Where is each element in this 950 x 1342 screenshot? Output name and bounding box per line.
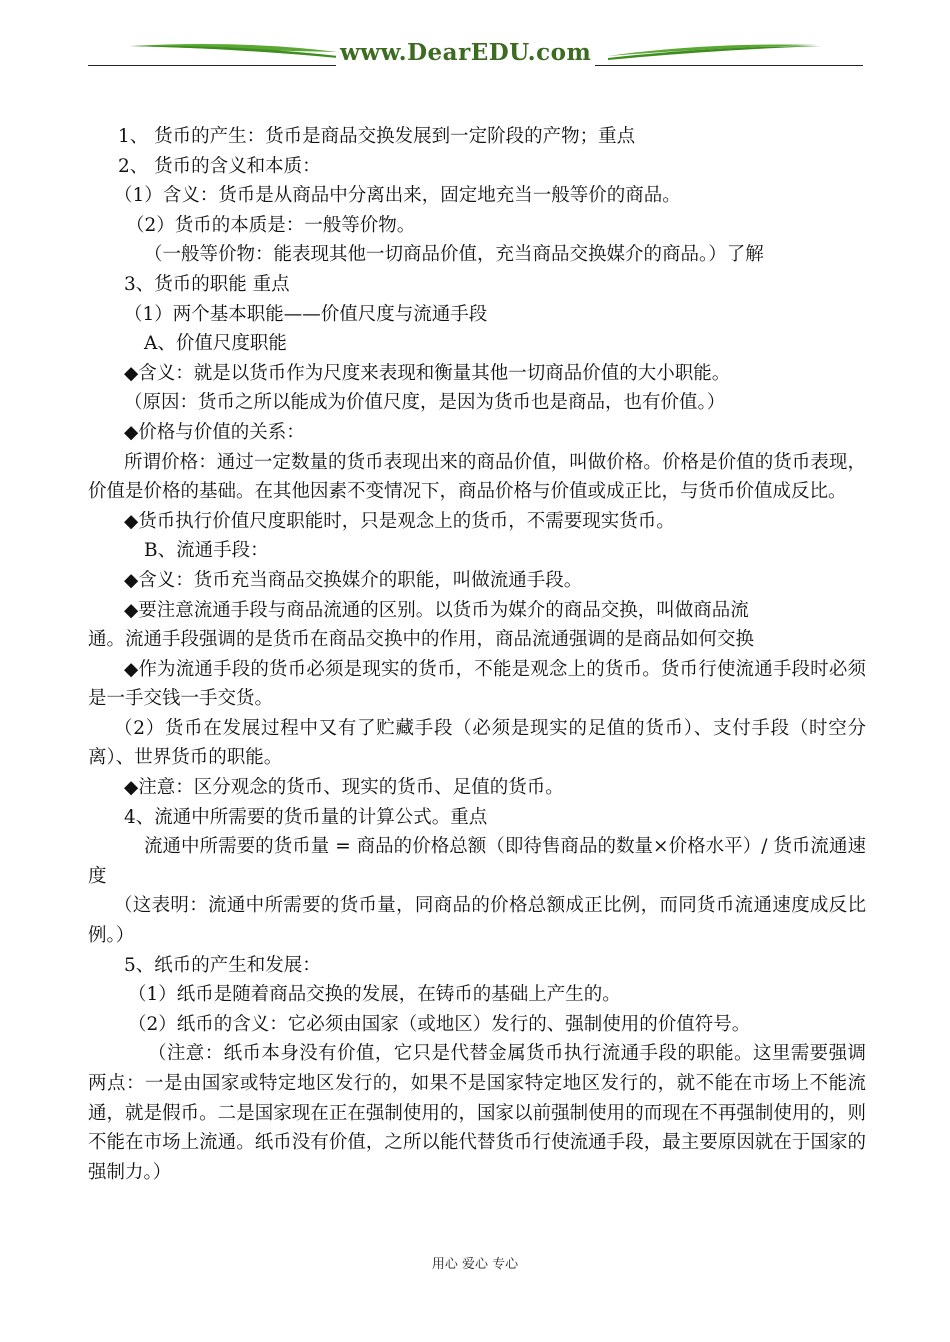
text-line: （一般等价物：能表现其他一切商品价值，充当商品交换媒介的商品。）了解 — [144, 244, 764, 266]
text-line: ◆注意：区分观念的货币、现实的货币、足值的货币。 — [124, 777, 564, 799]
site-logo-text: www.DearEDU.com — [336, 40, 595, 66]
text-line: （1）纸币是随着商品交换的发展，在铸币的基础上产生的。 — [128, 984, 621, 1006]
text-paragraph: ◆作为流通手段的货币必须是现实的货币，不能是观念上的货币。货币行使流通手段时必须是一手交钱一手交货。 — [88, 658, 866, 710]
text-line: ◆货币执行价值尺度职能时，只是观念上的货币，不需要现实货币。 — [124, 510, 675, 532]
text-line: 4、流通中所需要的货币量的计算公式。重点 — [124, 806, 488, 828]
document-body — [88, 122, 866, 1187]
text-paragraph: （注意：纸币本身没有价值，它只是代替金属货币执行流通手段的职能。这里需要强调两点：一是由国家或特定地区发行的，如果不是国家特定地区发行的，就不能在市场上不能流通，就是假币。二是国家现在正在强制使用的，国家以前强制使用的而现在不再强制使用的，则不能在市场上流通。纸币没有价值，之所以能代替货币行使流通手段，最主要原因就在于国家的强制力。） — [88, 1043, 866, 1183]
page-footer: 用心 爱心 专心 — [431, 1257, 519, 1272]
text-line: B、流通手段： — [144, 540, 269, 562]
text-line: 2、 货币的含义和本质： — [118, 155, 321, 177]
text-paragraph: （这表明：流通中所需要的货币量，同商品的价格总额成正比例，而同货币流通速度成反比例。） — [88, 895, 866, 947]
text-line: ◆含义：就是以货币作为尺度来表现和衡量其他一切商品价值的大小职能。 — [124, 362, 731, 384]
text-line: 5、纸币的产生和发展： — [124, 954, 321, 976]
text-line: （2）纸币的含义：它必须由国家（或地区）发行的、强制使用的价值符号。 — [128, 1013, 751, 1035]
text-line: ◆要注意流通手段与商品流通的区别。以货币为媒介的商品交换，叫做商品流 — [124, 599, 749, 621]
text-line: ◆含义：货币充当商品交换媒介的职能，叫做流通手段。 — [124, 569, 583, 591]
text-line: （1）两个基本职能——价值尺度与流通手段 — [124, 303, 488, 325]
text-line: （原因：货币之所以能成为价值尺度，是因为货币也是商品，也有价值。） — [124, 392, 726, 414]
text-line: （2）货币的本质是：一般等价物。 — [126, 214, 416, 236]
text-paragraph: 所谓价格：通过一定数量的货币表现出来的商品价值，叫做价格。价格是价值的货币表现，价值是价格的基础。在其他因素不变情况下，商品价格与价值或成正比，与货币价值成反比。 — [88, 451, 866, 503]
text-line: 3、货币的职能 重点 — [124, 273, 290, 295]
text-line: A、价值尺度职能 — [144, 333, 287, 355]
text-paragraph: 流通中所需要的货币量 = 商品的价格总额（即待售商品的数量×价格水平）/ 货币流通速度 — [88, 836, 866, 887]
text-line: 1、 货币的产生：货币是商品交换发展到一定阶段的产物；重点 — [118, 126, 636, 147]
text-line: 通。流通手段强调的是货币在商品交换中的作用，商品流通强调的是商品如何交换 — [88, 629, 755, 651]
text-line: （1）含义：货币是从商品中分离出来，固定地充当一般等价的商品。 — [114, 185, 681, 207]
text-paragraph: （2）货币在发展过程中又有了贮藏手段（必须是现实的足值的货币）、支付手段（时空分离）、世界货币的职能。 — [88, 717, 866, 769]
text-line: ◆价格与价值的关系： — [124, 421, 305, 443]
